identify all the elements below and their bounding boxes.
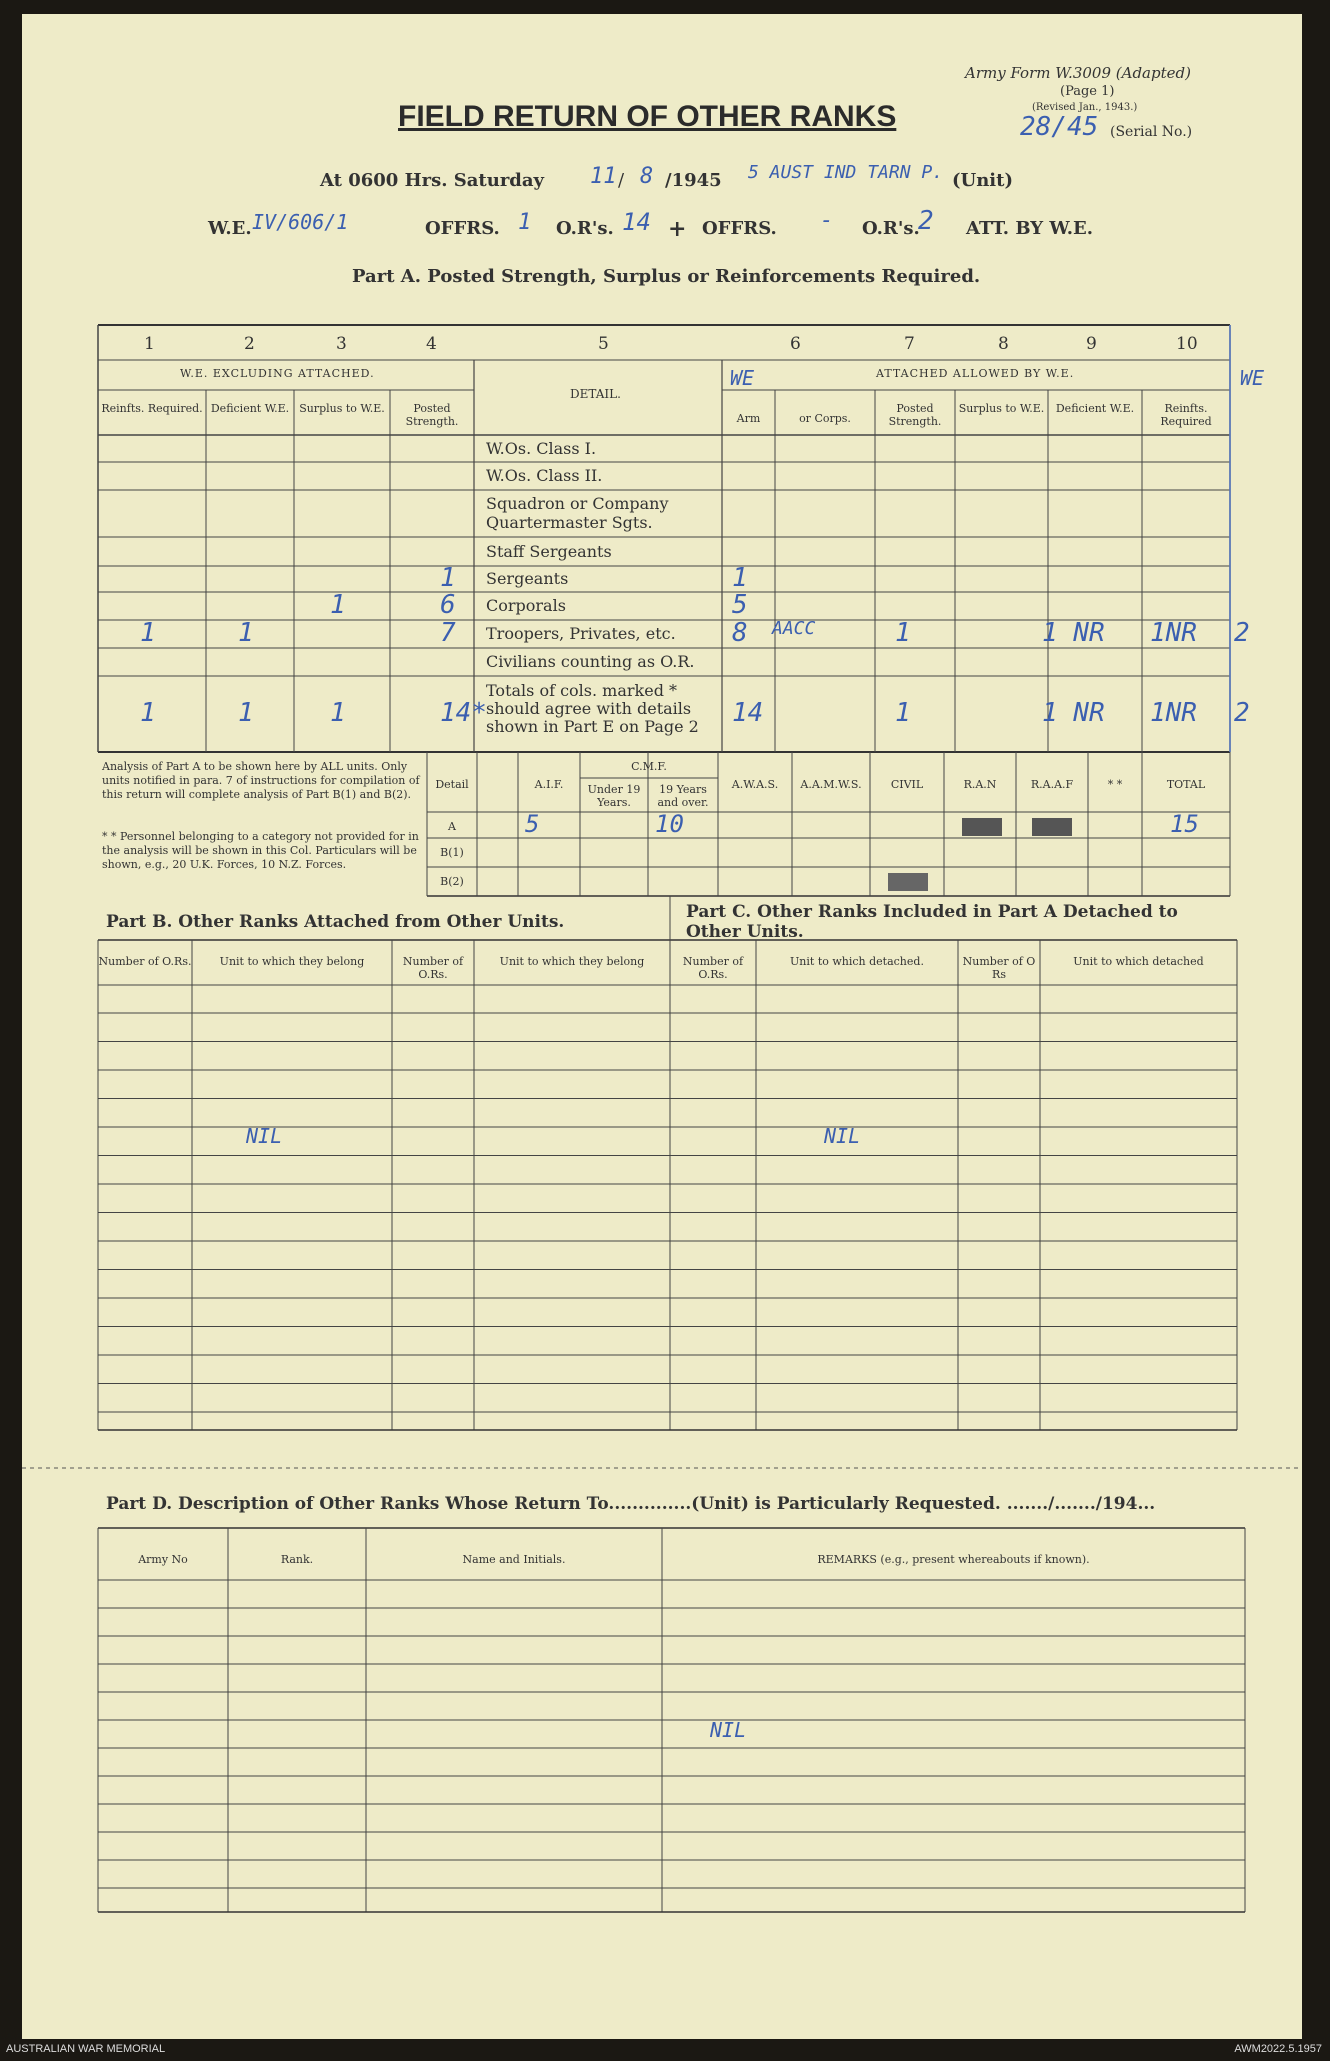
cell-value: 1 (440, 563, 456, 593)
column-number: 4 (426, 334, 437, 354)
we-annotation: WE (1240, 366, 1265, 390)
plus-sign: + (668, 216, 687, 242)
unit-label: (Unit) (952, 170, 1013, 191)
column-heading: Surplus to W.E. (958, 402, 1045, 415)
column-number: 6 (790, 334, 801, 354)
analysis-value: 10 (655, 810, 684, 838)
shaded-cell (888, 873, 928, 891)
column-number: 2 (244, 334, 255, 354)
we-annotation: WE (730, 366, 755, 390)
analysis-detail: B(1) (440, 846, 464, 859)
part-d-title: Part D. Description of Other Ranks Whose Return To..............(Unit) is Particularly Requested. ......./......./194... (106, 1494, 1156, 1514)
analysis-heading: CIVIL (890, 778, 924, 791)
cell-value: 1 (732, 563, 748, 593)
part-c-heading: Unit to which detached (1073, 955, 1204, 968)
row-label: Staff Sergeants (486, 541, 612, 561)
shaded-cell (1032, 818, 1072, 836)
column-heading: Surplus to W.E. (299, 402, 385, 415)
analysis-heading: Under 19 Years. (587, 783, 641, 809)
column-number: 10 (1176, 334, 1198, 354)
part-d-nil: NIL (710, 1718, 747, 1742)
analysis-heading: TOTAL (1166, 778, 1206, 791)
part-c-nil: NIL (824, 1124, 861, 1148)
part-c-heading: Unit to which detached. (790, 955, 924, 968)
time-label: At 0600 Hrs. Saturday (320, 170, 545, 191)
analysis-note: Analysis of Part A to be shown here by ALL units. Only units notified in para. 7 of instructions for compilation of this return will complete analysis of Part B(1) and B(2). (102, 760, 420, 801)
row-label: Totals of cols. marked * should agree with details shown in Part E on Page 2 (486, 681, 699, 736)
part-d-heading: Army No (138, 1553, 188, 1566)
part-a-title: Part A. Posted Strength, Surplus or Reinforcements Required. (352, 266, 981, 287)
row-label: W.Os. Class I. (486, 438, 597, 458)
page-title: FIELD RETURN OF OTHER RANKS (398, 100, 897, 133)
offrs-att-label: OFFRS. (702, 218, 777, 239)
unit-value: 5 AUST IND TARN P. (748, 162, 944, 183)
date-year: /1945 (665, 170, 722, 191)
cell-value: 14 (732, 698, 764, 728)
shaded-cell (962, 818, 1002, 836)
part-b-heading: Number of O.Rs. (98, 955, 192, 968)
cell-value: 1 NR (1042, 618, 1105, 648)
footer-left: AUSTRALIAN WAR MEMORIAL (6, 2043, 166, 2055)
row-label: Corporals (486, 596, 566, 615)
part-d-heading: Rank. (280, 1553, 314, 1566)
cell-value: 5 (732, 590, 748, 620)
column-number: 8 (998, 334, 1009, 354)
analysis-heading: 19 Years and over. (657, 783, 709, 809)
row-label: Troopers, Privates, etc. (486, 624, 676, 643)
analysis-heading: A.I.F. (534, 778, 564, 791)
column-heading: Deficient W.E. (1055, 402, 1135, 415)
cell-value: 1 (140, 698, 156, 728)
part-d-heading: REMARKS (e.g., present whereabouts if known). (817, 1553, 1090, 1566)
form-number: Army Form W.3009 (Adapted) (965, 64, 1191, 82)
cell-value: 6 (440, 590, 456, 620)
ors-label: O.R's. (556, 218, 614, 239)
cell-value: 8 (732, 618, 748, 648)
column-number: 5 (598, 334, 609, 354)
part-b-nil: NIL (246, 1124, 283, 1148)
cell-value: 1 (238, 618, 254, 648)
analysis-value: 15 (1170, 810, 1199, 838)
part-b-heading: Number of O.Rs. (402, 955, 464, 981)
column-number: 7 (904, 334, 915, 354)
column-heading: Posted Strength. (888, 402, 942, 428)
cell-value: 1 (330, 590, 346, 620)
part-c-heading: Number of O Rs (962, 955, 1036, 981)
row-label: Squadron or Company Quartermaster Sgts. (486, 494, 669, 532)
column-heading: Arm (736, 412, 761, 425)
serial-number-label: (Serial No.) (1110, 124, 1193, 140)
row-label: Sergeants (486, 569, 569, 588)
analysis-heading: A.A.M.W.S. (800, 778, 862, 791)
cell-value: 1 (330, 698, 346, 728)
attached-allowed-heading: ATTACHED ALLOWED BY W.E. (876, 367, 1075, 380)
column-heading: Posted Strength. (405, 402, 459, 428)
analysis-note: * * Personnel belonging to a category not provided for in the analysis will be shown in this Col. Particulars will be shown, e.g., 20 U.K. Forces, 10 N.Z. Forces. (102, 830, 419, 871)
column-heading: Deficient W.E. (210, 402, 290, 415)
analysis-heading: R.A.A.F (1030, 778, 1074, 791)
serial-number-value: 28/45 (1020, 112, 1099, 142)
cell-value: 1 (895, 618, 911, 648)
cell-value: 1 (140, 618, 156, 648)
ors-value: 14 (622, 208, 651, 236)
analysis-detail: A (448, 820, 456, 833)
column-number: 9 (1086, 334, 1097, 354)
analysis-heading: Detail (435, 778, 469, 791)
cell-value: 1 (895, 698, 911, 728)
analysis-heading: R.A.N (963, 778, 997, 791)
footer-right: AWM2022.5.1957 (1234, 2043, 1322, 2055)
cell-value: 1NR (1150, 618, 1197, 648)
revised-date: (Revised Jan., 1943.) (1032, 102, 1138, 113)
page-number: (Page 1) (1060, 84, 1115, 99)
column-heading: or Corps. (799, 412, 851, 425)
cell-value: 2 (1234, 698, 1250, 728)
analysis-heading: A.W.A.S. (731, 778, 779, 791)
column-heading: Reinfts. Required (1160, 402, 1212, 428)
att-label: ATT. BY W.E. (966, 218, 1094, 239)
cell-value: AACC (772, 618, 816, 639)
date-day: 11 (590, 164, 617, 189)
column-heading: Reinfts. Required. (101, 402, 203, 415)
cell-value: 14* (440, 698, 487, 728)
ors-att-value: 2 (918, 206, 934, 236)
column-number: 3 (336, 334, 347, 354)
cell-value: 2 (1234, 618, 1250, 648)
we-excluding-heading: W.E. EXCLUDING ATTACHED. (180, 367, 375, 380)
part-c-heading: Number of O.Rs. (682, 955, 744, 981)
offrs-label: OFFRS. (425, 218, 500, 239)
part-c-title: Part C. Other Ranks Included in Part A Detached to Other Units. (686, 902, 1178, 942)
offrs-value: 1 (518, 210, 532, 235)
analysis-heading: * * (1107, 778, 1123, 791)
part-b-heading: Unit to which they belong (499, 955, 645, 968)
we-value: IV/606/1 (252, 210, 349, 234)
row-label: W.Os. Class II. (486, 466, 603, 485)
offrs-att-value: - (820, 208, 834, 233)
row-label: Civilians counting as O.R. (486, 652, 695, 671)
ors-att-label: O.R's. (862, 218, 920, 239)
analysis-detail: B(2) (440, 875, 464, 888)
cell-value: 1 (238, 698, 254, 728)
cell-value: 1NR (1150, 698, 1197, 728)
we-label: W.E. (208, 218, 252, 239)
analysis-value: 5 (525, 810, 540, 838)
detail-heading: DETAIL. (570, 387, 621, 401)
part-d-heading: Name and Initials. (462, 1553, 566, 1566)
date-month: 8 (640, 164, 654, 189)
part-b-heading: Unit to which they belong (219, 955, 365, 968)
cmf-heading: C.M.F. (631, 760, 667, 773)
cell-value: 7 (440, 618, 456, 648)
column-number: 1 (144, 334, 155, 354)
part-b-title: Part B. Other Ranks Attached from Other Units. (106, 912, 565, 932)
cell-value: 1 NR (1042, 698, 1105, 728)
